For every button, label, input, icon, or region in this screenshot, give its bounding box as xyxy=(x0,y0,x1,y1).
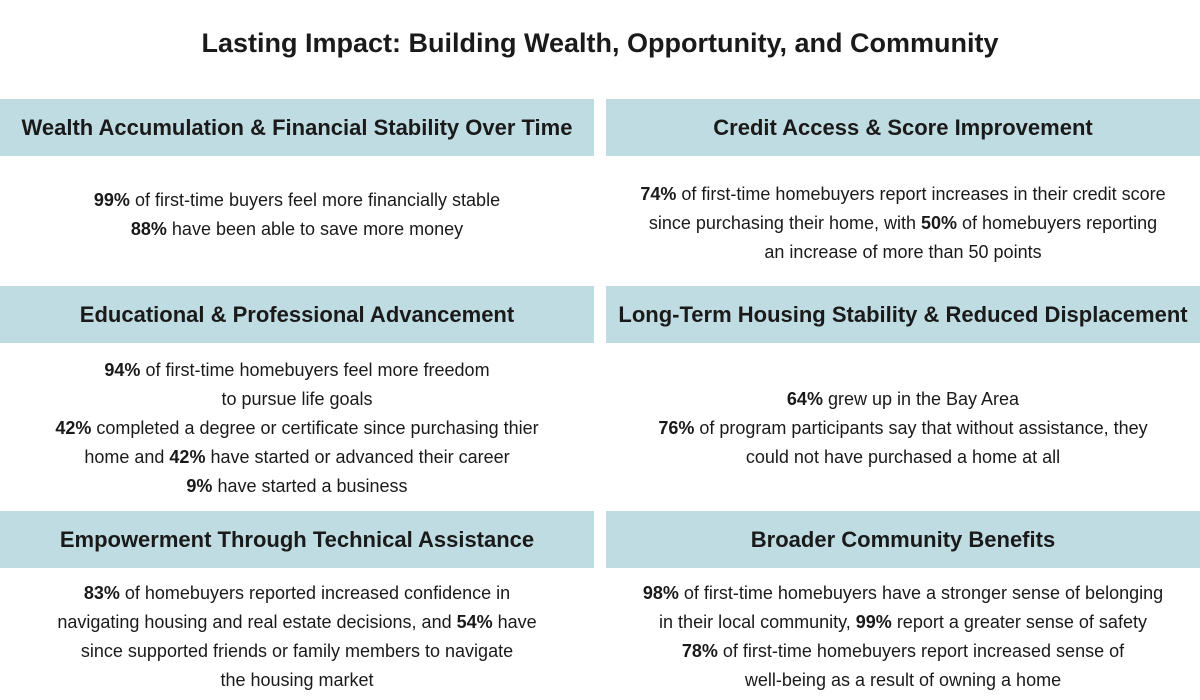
section-header-credit: Credit Access & Score Improvement xyxy=(606,99,1200,156)
stat-text: grew up in the Bay Area xyxy=(822,388,1020,409)
stat-percentage: 50% xyxy=(921,212,958,233)
stat-percentage: 99% xyxy=(855,612,892,632)
stat-text: of first-time homebuyers report increased sense of xyxy=(717,641,1125,661)
stat-text: have started or advanced their career xyxy=(205,446,510,467)
section-header-housing-stability: Long-Term Housing Stability & Reduced Displacement xyxy=(606,286,1200,343)
section-body-credit xyxy=(606,172,1200,274)
stat-text: have xyxy=(492,612,537,632)
stat-line xyxy=(658,414,1147,443)
stat-text: completed a degree or certificate since purchasing thier xyxy=(91,417,539,438)
stat-line xyxy=(55,414,538,443)
stat-percentage: 78% xyxy=(681,641,718,661)
stat-text: could not have purchased a home at all xyxy=(745,446,1061,467)
stat-percentage: 64% xyxy=(786,388,823,409)
section-body-wealth xyxy=(0,172,594,258)
stat-percentage: 76% xyxy=(658,417,695,438)
section-header-community: Broader Community Benefits xyxy=(606,511,1200,568)
stat-percentage: 54% xyxy=(456,612,493,632)
stat-line xyxy=(186,472,407,501)
section-body-community xyxy=(606,577,1200,697)
section-body-education xyxy=(0,353,594,503)
stat-percentage: 83% xyxy=(83,583,120,603)
stat-line xyxy=(746,443,1060,472)
stat-text: an increase of more than 50 points xyxy=(764,241,1042,262)
stat-text: to pursue life goals xyxy=(221,388,373,409)
stat-text: of first-time homebuyers feel more freedom xyxy=(140,359,490,380)
stat-text: navigating housing and real estate decisions, and xyxy=(57,612,457,632)
stat-text: of homebuyers reporting xyxy=(957,212,1158,233)
stat-line xyxy=(94,186,500,215)
stat-line xyxy=(104,356,489,385)
section-body-housing-stability xyxy=(606,353,1200,503)
stat-text: of first-time buyers feel more financially stable xyxy=(129,190,501,210)
stat-percentage: 88% xyxy=(130,219,167,239)
stat-line xyxy=(131,215,463,244)
stat-percentage: 94% xyxy=(104,359,141,380)
stat-line xyxy=(787,385,1019,414)
stat-line xyxy=(764,238,1041,267)
stat-line xyxy=(220,666,373,695)
section-header-education: Educational & Professional Advancement xyxy=(0,286,594,343)
stat-text: have been able to save more money xyxy=(166,219,464,239)
stat-text: report a greater sense of safety xyxy=(891,612,1147,632)
stat-line xyxy=(221,385,372,414)
stat-text: the housing market xyxy=(220,670,374,690)
stat-text: of homebuyers reported increased confidence in xyxy=(119,583,511,603)
stat-percentage: 9% xyxy=(186,475,213,496)
stat-percentage: 98% xyxy=(642,583,679,603)
stat-line xyxy=(682,637,1124,666)
page-title: Lasting Impact: Building Wealth, Opportunity, and Community xyxy=(201,28,999,58)
stat-line xyxy=(57,608,536,637)
stat-percentage: 99% xyxy=(93,190,130,210)
stat-percentage: 74% xyxy=(640,183,677,204)
stat-text: have started a business xyxy=(212,475,408,496)
stat-line xyxy=(745,666,1061,695)
stat-text: home and xyxy=(84,446,170,467)
stat-text: well-being as a result of owning a home xyxy=(744,670,1062,690)
stat-line xyxy=(649,209,1157,238)
stat-text: in their local community, xyxy=(659,612,856,632)
stat-text: since supported friends or family members to navigate xyxy=(80,641,514,661)
stat-text: of first-time homebuyers report increases in their credit score xyxy=(676,183,1166,204)
stat-text: of first-time homebuyers have a stronger sense of belonging xyxy=(678,583,1164,603)
stat-percentage: 42% xyxy=(55,417,92,438)
stat-line xyxy=(81,637,513,666)
stat-percentage: 42% xyxy=(169,446,206,467)
stat-line xyxy=(84,579,510,608)
stat-text: since purchasing their home, with xyxy=(648,212,921,233)
section-body-empowerment xyxy=(0,577,594,697)
section-header-wealth: Wealth Accumulation & Financial Stability Over Time xyxy=(0,99,594,156)
stat-line xyxy=(643,579,1163,608)
stat-line xyxy=(640,180,1165,209)
stat-line xyxy=(84,443,509,472)
stat-text: of program participants say that without assistance, they xyxy=(694,417,1148,438)
section-header-empowerment: Empowerment Through Technical Assistance xyxy=(0,511,594,568)
stat-line xyxy=(659,608,1147,637)
